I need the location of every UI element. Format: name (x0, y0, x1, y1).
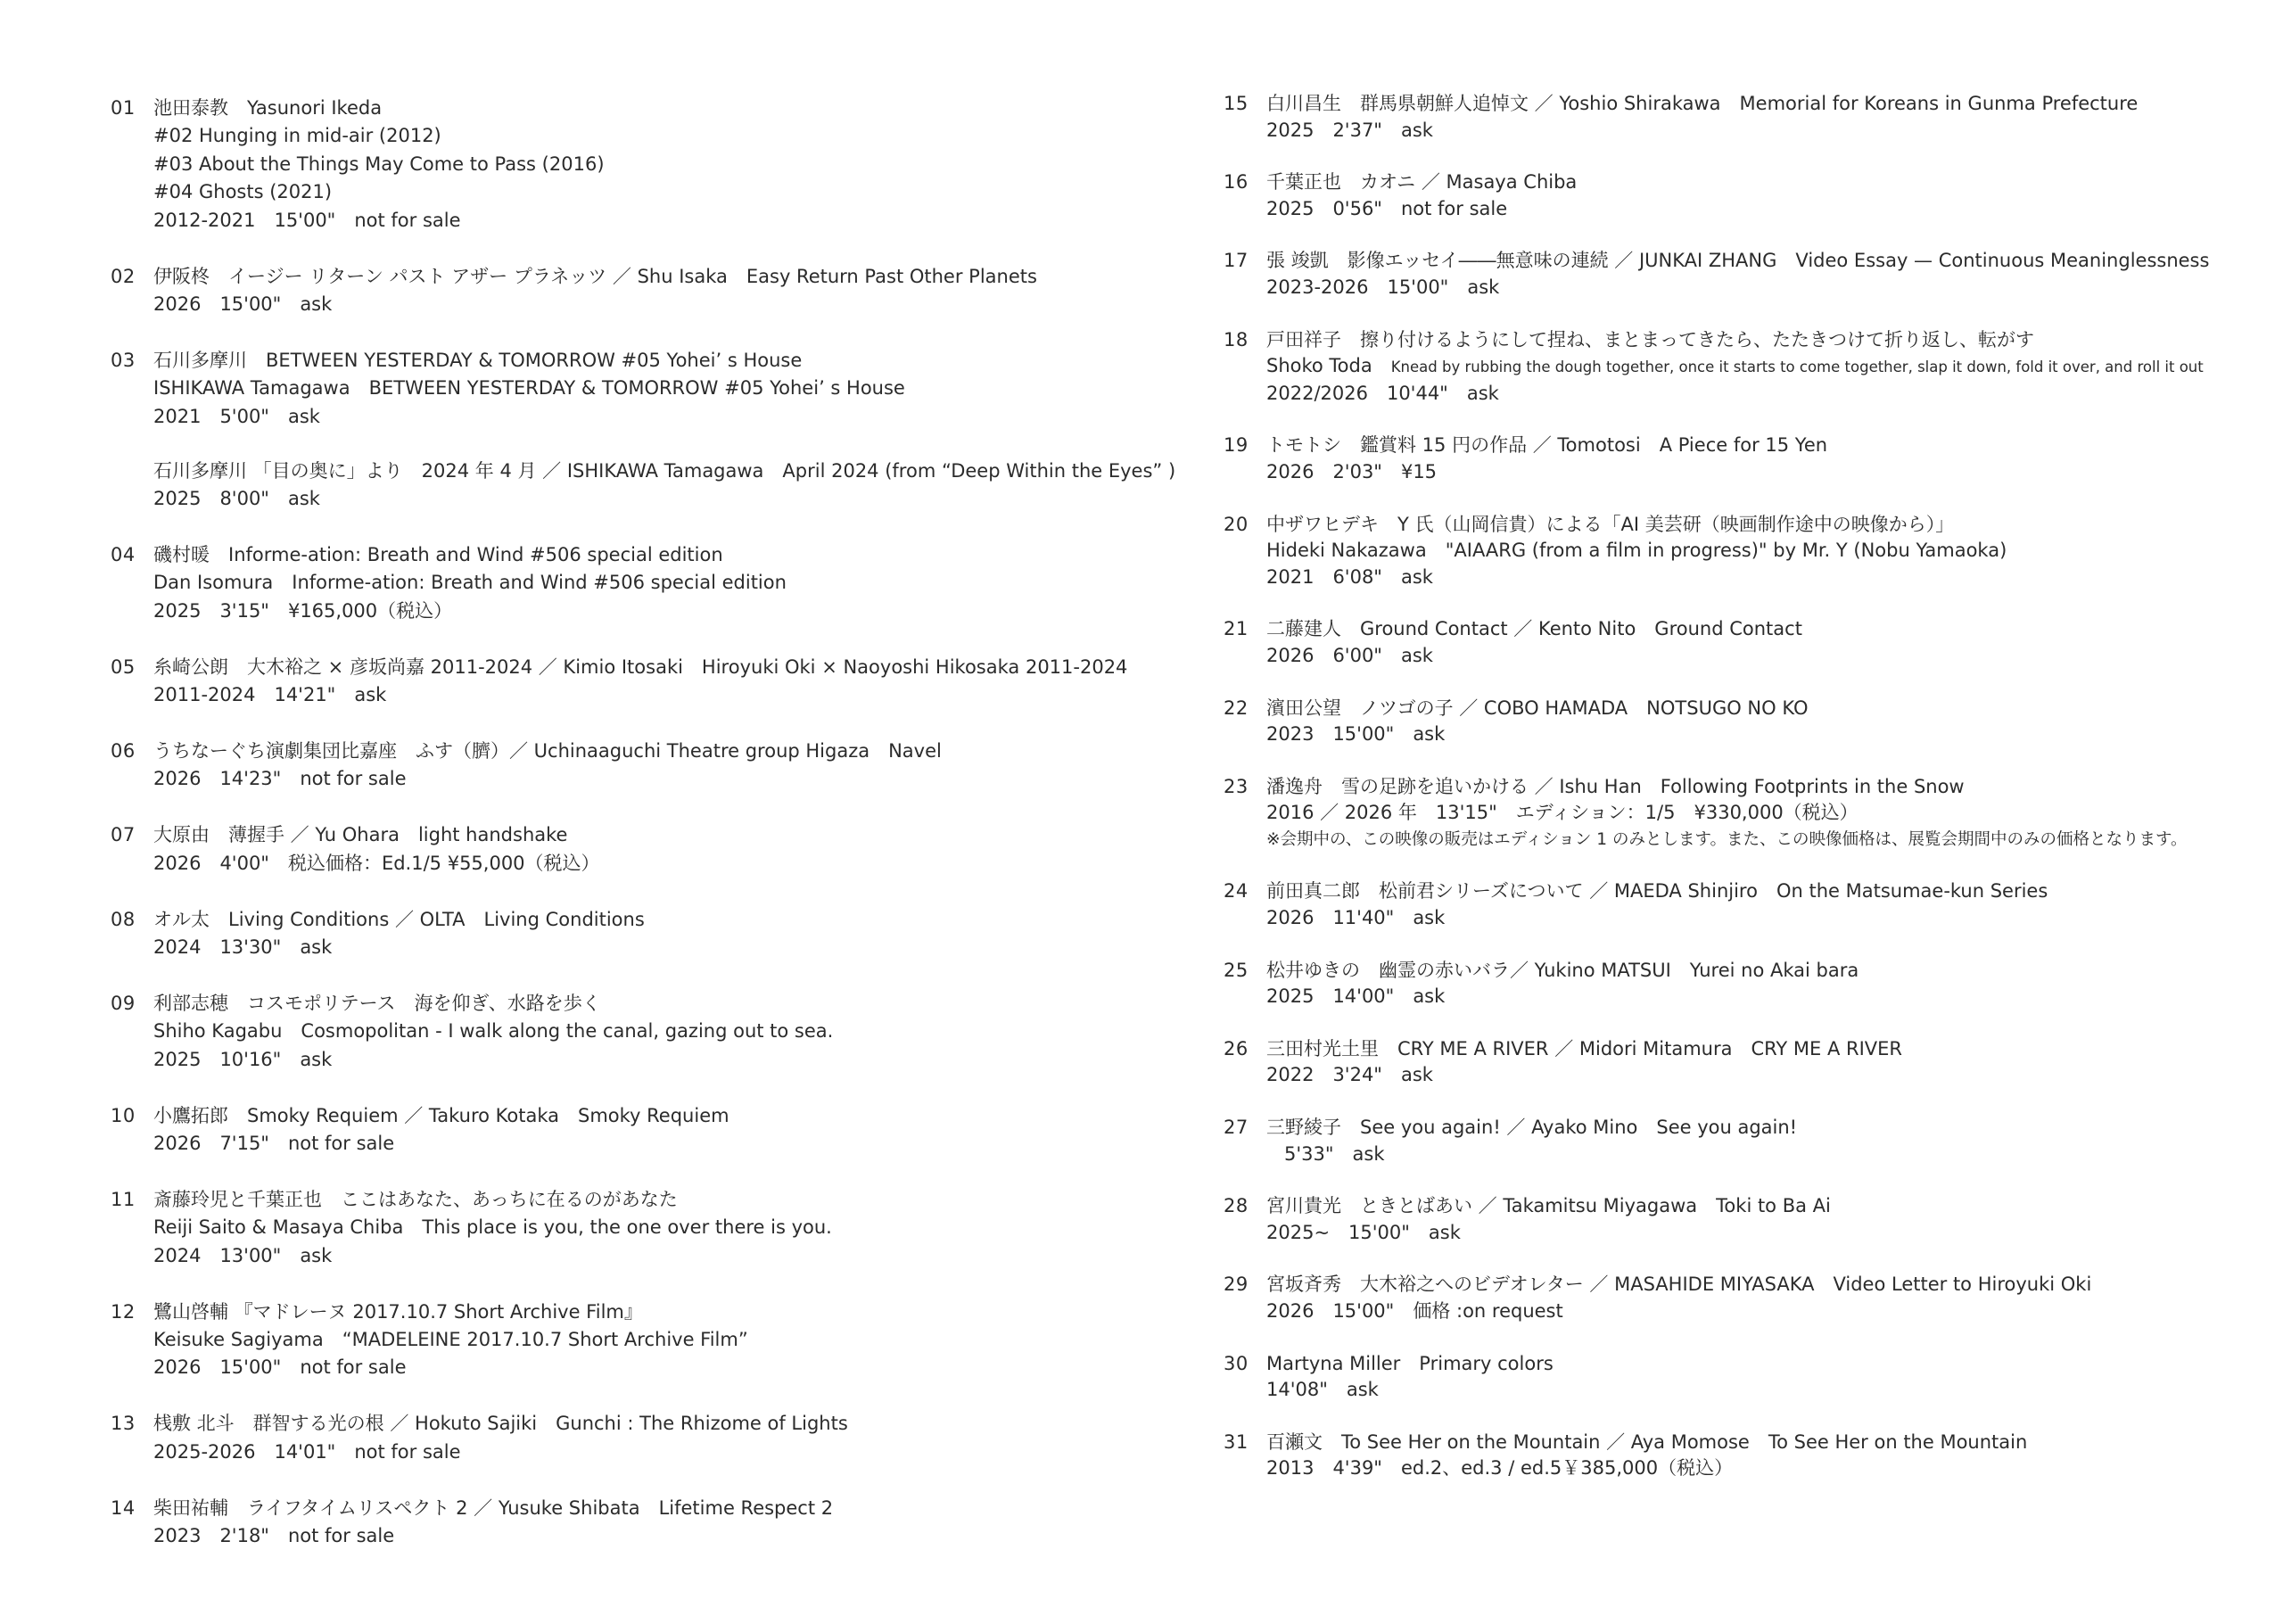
entry-title: 中ザワヒデキ Y 氏（山岡信貴）による「AI 美芸研（映画制作途中の映像から）」 (1266, 513, 1955, 535)
sale-note: ※会期中の、この映像の販売はエディション 1 のみとします。また、この映像価格は、展覧会期間中のみの価格となります。 (1266, 829, 2188, 849)
entry-details: 2023-2026 15'00" ask (1266, 276, 1500, 298)
entry-number: 17 (1224, 250, 1249, 272)
entry-details: 2011-2024 14'21" ask (153, 684, 387, 705)
entry-details: 5'33" ask (1284, 1142, 1385, 1165)
entry-number: 01 (111, 97, 136, 119)
entry-title: 松井ゆきの 幽霊の赤いバラ／ Yukino MATSUI Yurei no Akai bara (1266, 959, 1859, 981)
entry-details: 2026 15'00" ask (153, 293, 333, 315)
entry-number: 26 (1224, 1037, 1249, 1059)
entry-details: 14'08" ask (1266, 1379, 1379, 1401)
list-item (111, 738, 1199, 794)
artist-name: Shoko Toda (1266, 355, 1372, 377)
entry-number: 28 (1224, 1195, 1249, 1217)
entry-details: 2025~ 15'00" ask (1266, 1221, 1461, 1243)
list-item (1224, 1430, 2267, 1482)
entry-line: Keisuke Sagiyama “MADELEINE 2017.10.7 Short Archive Film” (153, 1329, 748, 1350)
entry-title: オル太 Living Conditions ／ OLTA Living Conditions (153, 908, 645, 930)
entry-line (1266, 353, 2267, 381)
entry-title: 濱田公望 ノツゴの子 ／ COBO HAMADA NOTSUGO NO KO (1266, 697, 1809, 719)
entry-title: 大原由 薄握手 ／ Yu Ohara light handshake (153, 824, 568, 846)
entry-number: 23 (1224, 775, 1249, 797)
list-item (111, 95, 1199, 235)
entry-details: 2012-2021 15'00" not for sale (153, 209, 461, 231)
entry-number: 13 (111, 1413, 136, 1435)
list-item (111, 347, 1199, 431)
entry-title: 石川多摩川 BETWEEN YESTERDAY & TOMORROW #05 Yohei’ s House (153, 349, 803, 371)
entry-number: 29 (1224, 1274, 1249, 1296)
entry-number: 19 (1224, 434, 1249, 457)
list-item (111, 1410, 1199, 1466)
entry-title: 戸田祥子 擦り付けるようにして捏ね、まとまってきたら、たたきつけて折り返し、転がす (1266, 328, 2034, 350)
entry-line: #03 About the Things May Come to Pass (2016) (153, 153, 605, 175)
entry-title: 宮坂斉秀 大木裕之へのビデオレター ／ MASAHIDE MIYASAKA Video Letter to Hiroyuki Oki (1266, 1274, 2092, 1296)
entry-title: 百瀬文 To See Her on the Mountain ／ Aya Momose To See Her on the Mountain (1266, 1430, 2028, 1453)
entry-line: #02 Hunging in mid-air (2012) (153, 125, 441, 147)
list-item (111, 541, 1199, 625)
entry-details: 2025 10'16" ask (153, 1048, 333, 1070)
list-item (111, 263, 1199, 319)
entry-line: Shiho Kagabu Cosmopolitan - I walk along the canal, gazing out to sea. (153, 1020, 834, 1043)
entry-details: 2025 8'00" ask (153, 487, 320, 509)
entry-title: 小鷹拓郎 Smoky Requiem ／ Takuro Kotaka Smoky Requiem (153, 1104, 729, 1126)
entry-title: 石川多摩川 「目の奥に」より 2024 年 4 月 ／ ISHIKAWA Tamagawa April 2024 (from “Deep Within the Eyes” ) (153, 459, 1176, 482)
entry-number: 03 (111, 349, 136, 371)
list-item (111, 1495, 1199, 1551)
list-item (111, 1102, 1199, 1158)
entry-line: Reiji Saito & Masaya Chiba This place is you, the one over there is you. (153, 1216, 832, 1239)
entry-number: 31 (1224, 1430, 1249, 1453)
entry-title: 三野綾子 See you again! ／ Ayako Mino See you again! (1266, 1117, 1798, 1139)
entry-number: 02 (111, 265, 136, 287)
list-item (111, 821, 1199, 878)
entry-title: 二藤建人 Ground Contact ／ Kento Nito Ground Contact (1266, 618, 1802, 640)
entry-details: 2024 13'00" ask (153, 1244, 333, 1266)
entry-number: 11 (111, 1188, 136, 1210)
entry-number: 24 (1224, 880, 1249, 903)
entry-details: 2013 4'39" ed.2、ed.3 / ed.5￥385,000（税込） (1266, 1457, 1734, 1480)
entry-title: 白川昌生 群馬県朝鮮人追悼文 ／ Yoshio Shirakawa Memorial for Koreans in Gunma Prefecture (1266, 93, 2139, 114)
entry-number: 16 (1224, 171, 1249, 194)
entry-number: 25 (1224, 959, 1249, 981)
entry-title: 千葉正也 カオニ ／ Masaya Chiba (1266, 171, 1578, 194)
entry-title: トモトシ 鑑賞料 15 円の作品 ／ Tomotosi A Piece for 15 Yen (1266, 434, 1828, 457)
entry-details: 2026 2'03" ¥15 (1266, 460, 1438, 482)
entry-details: 2023 15'00" ask (1266, 723, 1446, 746)
entry-number: 10 (111, 1104, 136, 1126)
entry-title: 鷺山啓輔 『マドレーヌ 2017.10.7 Short Archive Film』 (153, 1300, 643, 1323)
english-title: Knead by rubbing the dough together, once it starts to come together, slap it down, fold it over, and roll it out (1390, 359, 2204, 376)
entry-details: 2021 6'08" ask (1266, 565, 1433, 588)
entry-details: 2025 14'00" ask (1266, 985, 1446, 1008)
entry-line: Hideki Nakazawa "AIAARG (from a film in progress)" by Mr. Y (Nobu Yamaoka) (1266, 540, 2007, 562)
entry-title: 前田真二郎 松前君シリーズについて ／ MAEDA Shinjiro On the Matsumae-kun Series (1266, 880, 2048, 903)
entry-details: 2026 7'15" not for sale (153, 1132, 395, 1154)
left-column (111, 95, 1199, 1579)
entry-details: 2025 0'56" not for sale (1266, 197, 1508, 219)
entry-number: 21 (1224, 618, 1249, 640)
entry-title: 糸崎公朗 大木裕之 × 彦坂尚嘉 2011-2024 ／ Kimio Itosaki Hiroyuki Oki × Naoyoshi Hikosaka 2011-2024 (153, 655, 1128, 678)
entry-title: 桟敷 北斗 群智する光の根 ／ Hokuto Sajiki Gunchi : The Rhizome of Lights (153, 1413, 848, 1435)
list-item (1224, 1036, 2267, 1089)
list-item (1224, 878, 2267, 931)
entry-details: 2026 11'40" ask (1266, 907, 1446, 929)
entry-number: 05 (111, 655, 136, 678)
list-item (111, 906, 1199, 962)
list-item (111, 654, 1199, 710)
entry-details: 2026 4'00" 税込価格：Ed.1/5 ¥55,000（税込） (153, 852, 600, 874)
entry-number: 07 (111, 824, 136, 846)
list-item (1224, 1272, 2267, 1324)
list-item (1224, 1351, 2267, 1404)
list-item (1224, 91, 2267, 144)
list-item (1224, 1193, 2267, 1246)
entry-details: 2021 5'00" ask (153, 405, 320, 427)
list-item (1224, 696, 2267, 748)
list-item (1224, 327, 2267, 408)
list-item (1224, 958, 2267, 1010)
entry-title: 磯村暖 Informe-ation: Breath and Wind #506 special edition (153, 543, 723, 565)
entry-number: 08 (111, 908, 136, 930)
entry-details: 2016 ／ 2026 年 13'15" エディション：1/5 ¥330,000（税込） (1266, 802, 1859, 824)
entry-line: ISHIKAWA Tamagawa BETWEEN YESTERDAY & TOMORROW #05 Yohei’ s House (153, 377, 905, 400)
list-item (111, 990, 1199, 1074)
entry-details: 2024 13'30" ask (153, 936, 333, 958)
list-item (1224, 433, 2267, 485)
entry-title: 宮川貴光 ときとばあい ／ Takamitsu Miyagawa Toki to Ba Ai (1266, 1195, 1831, 1217)
entry-title: Martyna Miller Primary colors (1266, 1352, 1554, 1374)
entry-number: 22 (1224, 697, 1249, 719)
entry-details: 2026 15'00" not for sale (153, 1356, 407, 1379)
list-item (1224, 512, 2267, 591)
entry-details: 2026 6'00" ask (1266, 644, 1433, 666)
entry-number: 30 (1224, 1352, 1249, 1374)
entry-details: 2025-2026 14'01" not for sale (153, 1440, 461, 1463)
entry-details: 2022/2026 10'44" ask (1266, 382, 1499, 404)
entry-number: 27 (1224, 1117, 1249, 1139)
entry-number: 15 (1224, 93, 1249, 114)
entry-number: 09 (111, 992, 136, 1014)
entry-title: 潘逸舟 雪の足跡を追いかける ／ Ishu Han Following Footprints in the Snow (1266, 775, 1965, 797)
entry-number: 20 (1224, 513, 1249, 535)
list-item (111, 1186, 1199, 1270)
entry-number: 18 (1224, 328, 1249, 350)
list-item (111, 1298, 1199, 1382)
list-item (1224, 616, 2267, 669)
entry-title: 伊阪柊 イージー リターン パスト アザー プラネッツ ／ Shu Isaka Easy Return Past Other Planets (153, 265, 1037, 287)
entry-title: うちなーぐち演劇集団比嘉座 ふす（臍）／ Uchinaaguchi Theatre group Higaza Navel (153, 739, 942, 762)
entry-title: 三田村光土里 CRY ME A RIVER ／ Midori Mitamura CRY ME A RIVER (1266, 1037, 1903, 1059)
entry-details: 2025 2'37" ask (1266, 119, 1433, 141)
entry-details: 2023 2'18" not for sale (153, 1525, 395, 1547)
list-item (1224, 1115, 2267, 1167)
list-item (1224, 774, 2267, 853)
entry-title: 利部志穂 コスモポリテース 海を仰ぎ、水路を歩く (153, 992, 601, 1014)
entry-title: 斎藤玲児と千葉正也 ここはあなた、あっちに在るのがあなた (153, 1188, 678, 1210)
entry-title: 張 竣凱 影像エッセイ――無意味の連続 ／ JUNKAI ZHANG Video Essay — Continuous Meaninglessness (1266, 250, 2210, 272)
list-item (1224, 248, 2267, 301)
entry-number: 12 (111, 1300, 136, 1323)
entry-number: 06 (111, 739, 136, 762)
list-item (1224, 169, 2267, 222)
entry-details: 2026 14'23" not for sale (153, 768, 407, 790)
entry-details: 2025 3'15" ¥165,000（税込） (153, 599, 453, 622)
entry-line: #04 Ghosts (2021) (153, 181, 333, 203)
list-item (111, 458, 1199, 514)
right-column (1224, 91, 2267, 1508)
entry-title: 柴田祐輔 ライフタイムリスペクト 2 ／ Yusuke Shibata Lifetime Respect 2 (153, 1496, 834, 1519)
entry-details: 2026 15'00" 価格 :on request (1266, 1300, 1563, 1322)
entry-details: 2022 3'24" ask (1266, 1064, 1433, 1086)
entry-title: 池田泰教 Yasunori Ikeda (153, 97, 383, 119)
entry-number: 14 (111, 1496, 136, 1519)
entry-line: Dan Isomura Informe-ation: Breath and Wind #506 special edition (153, 572, 787, 594)
entry-number: 04 (111, 543, 136, 565)
